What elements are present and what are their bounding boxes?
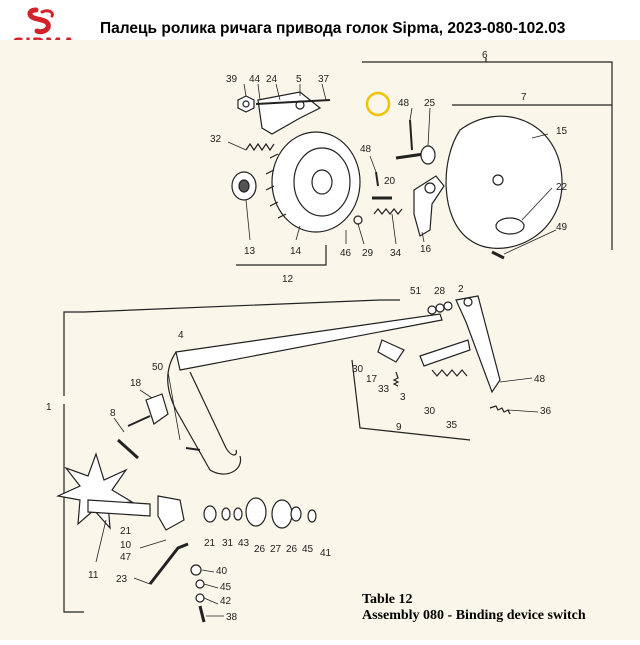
- part-27-roller: [272, 500, 292, 528]
- label-30-right: 30: [424, 406, 436, 417]
- label-3: 3: [400, 392, 406, 403]
- label-37: 37: [318, 74, 330, 85]
- sipma-logo-mark: [10, 6, 78, 36]
- label-36: 36: [540, 406, 552, 417]
- part-34-spring: [374, 209, 402, 214]
- label-21-left: 21: [120, 526, 132, 537]
- part-13-sleeve: [232, 172, 256, 200]
- part-42-washer: [196, 594, 204, 602]
- part-40-nut: [191, 565, 201, 575]
- label-45-lower: 45: [220, 582, 232, 593]
- label-40: 40: [216, 566, 228, 577]
- part-39-nut: [238, 96, 254, 112]
- label-2: 2: [458, 284, 464, 295]
- part-30-link: [378, 340, 404, 362]
- label-41: 41: [320, 548, 332, 559]
- label-39: 39: [226, 74, 238, 85]
- label-29: 29: [362, 248, 374, 259]
- part-33-spring: [394, 372, 398, 386]
- part-45b-washer: [196, 580, 204, 588]
- part-48-pin-top: [410, 120, 412, 150]
- label-4: 4: [178, 330, 184, 341]
- label-26-left: 26: [254, 544, 266, 555]
- label-27: 27: [270, 544, 282, 555]
- exploded-parts-diagram: [0, 40, 640, 640]
- label-44: 44: [249, 74, 261, 85]
- assembly-caption: Assembly 080 - Binding device switch: [362, 608, 586, 623]
- label-48-lower: 48: [534, 374, 546, 385]
- part-5-lever: [258, 92, 320, 134]
- part-8-tee-bolt: [118, 416, 150, 458]
- part-31-washer: [222, 508, 230, 520]
- part-36-spring: [490, 406, 510, 414]
- label-20: 20: [384, 176, 396, 187]
- label-12: 12: [282, 274, 294, 285]
- label-30-left: 30: [352, 364, 364, 375]
- label-38: 38: [226, 612, 238, 623]
- page-title: Палець ролика ричага привода голок Sipma, 2023-080-102.03: [100, 20, 566, 37]
- part-21-bracket: [158, 496, 184, 530]
- part-11-star-knife: [58, 454, 132, 528]
- label-14: 14: [290, 246, 302, 257]
- label-31: 31: [222, 538, 234, 549]
- bracket-outline: [84, 300, 400, 312]
- label-21-mid: 21: [204, 538, 216, 549]
- part-14-cam-housing: [266, 132, 360, 232]
- label-34: 34: [390, 248, 402, 259]
- part-29-washer: [354, 216, 362, 224]
- part-43-washer: [234, 508, 242, 520]
- label-24: 24: [266, 74, 278, 85]
- label-28: 28: [434, 286, 446, 297]
- label-33: 33: [378, 384, 390, 395]
- label-42: 42: [220, 596, 232, 607]
- part-19-roller-pin: [396, 146, 435, 164]
- part-51-28-washers: [428, 302, 452, 314]
- label-9: 9: [396, 422, 402, 433]
- label-5: 5: [296, 74, 302, 85]
- label-46: 46: [340, 248, 352, 259]
- label-50: 50: [152, 362, 164, 373]
- label-43: 43: [238, 538, 250, 549]
- label-22: 22: [556, 182, 568, 193]
- label-26-right: 26: [286, 544, 298, 555]
- label-1: 1: [46, 402, 52, 413]
- label-47: 47: [120, 552, 132, 563]
- label-32: 32: [210, 134, 222, 145]
- part-18-knob: [146, 394, 168, 424]
- label-8: 8: [110, 408, 116, 419]
- label-7: 7: [521, 92, 527, 103]
- part-26-hub: [246, 498, 266, 526]
- part-41-nut: [308, 510, 316, 522]
- label-11: 11: [88, 570, 99, 581]
- label-25: 25: [424, 98, 436, 109]
- highlight-ring: [367, 93, 389, 115]
- part-23-rod: [150, 544, 188, 584]
- label-48-top: 48: [398, 98, 410, 109]
- part-32-spring: [246, 144, 274, 150]
- label-6: 6: [482, 50, 488, 61]
- diagram-drawing: [0, 40, 640, 640]
- label-13: 13: [244, 246, 256, 257]
- label-49: 49: [556, 222, 568, 233]
- part-22-cam-pin: [496, 218, 524, 234]
- part-48-link-plate: [420, 340, 470, 366]
- label-35: 35: [446, 420, 458, 431]
- part-49-pin: [492, 252, 504, 258]
- part-48-pin-mid: [376, 172, 378, 186]
- label-17: 17: [366, 374, 378, 385]
- label-23: 23: [116, 574, 128, 585]
- table-caption: Table 12: [362, 592, 413, 607]
- part-35-spring: [432, 370, 467, 376]
- label-16: 16: [420, 244, 432, 255]
- label-15: 15: [556, 126, 568, 137]
- label-10: 10: [120, 540, 132, 551]
- part-16-roller-lever: [414, 176, 444, 236]
- part-21b-washer: [204, 506, 216, 522]
- part-38-bolt: [200, 606, 204, 622]
- label-48-mid: 48: [360, 144, 372, 155]
- label-18: 18: [130, 378, 142, 389]
- part-26b-washer: [291, 507, 301, 521]
- label-45-right: 45: [302, 544, 314, 555]
- bracket-1-top: [64, 312, 84, 396]
- label-51: 51: [410, 286, 422, 297]
